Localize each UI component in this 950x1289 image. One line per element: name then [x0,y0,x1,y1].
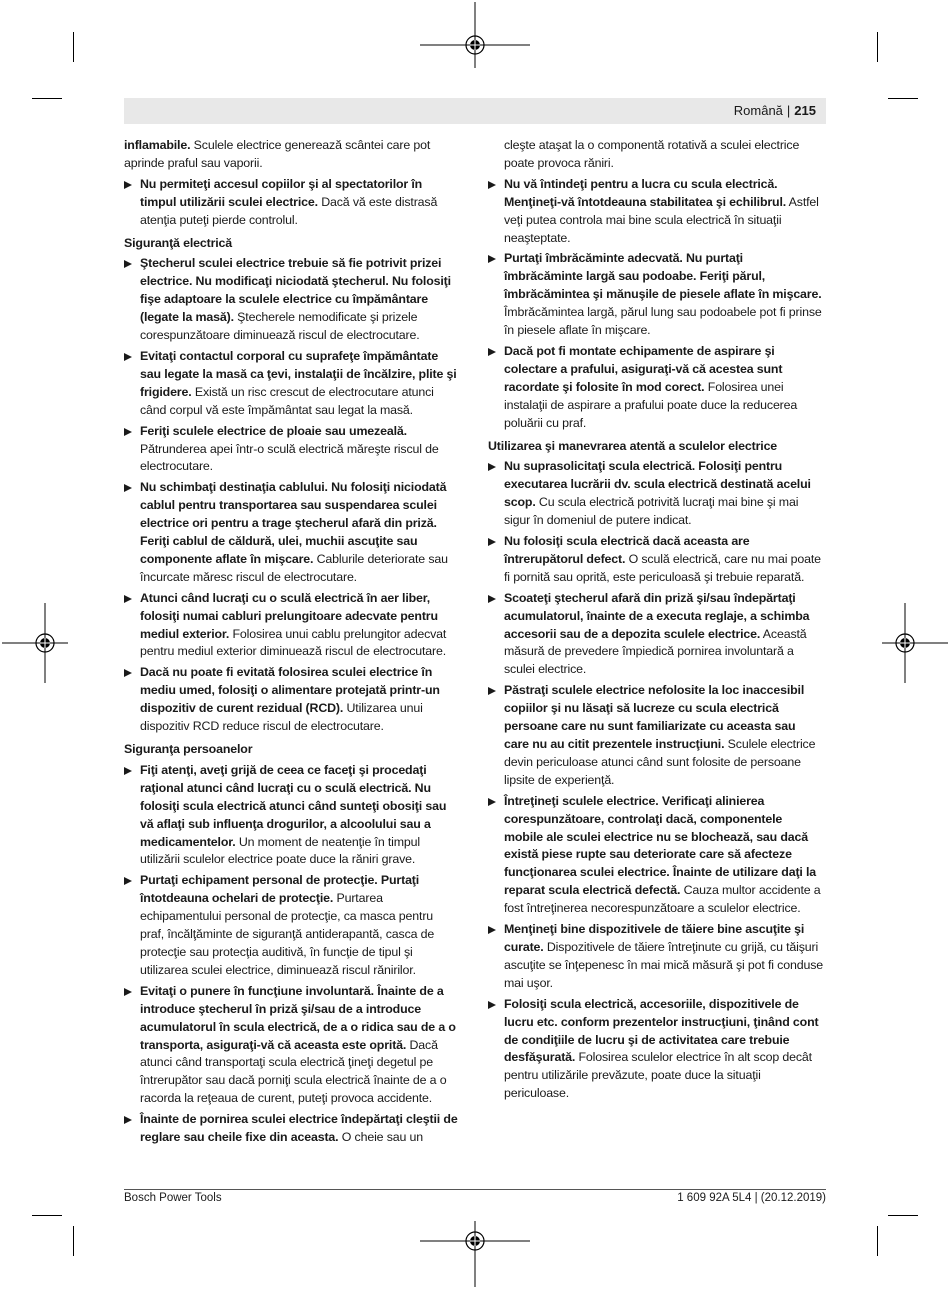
crop-mark [877,1226,878,1256]
safety-item: Ştecherul sculei electrice trebuie să fie potrivit prizei electrice. Nu modificaţi niciodată ştecherul. Nu folosiţi fişe adaptoare la sculele electrice cu împământare (legate la masă). Ştecherele nemodificate şi prizele corespunzătoare diminuează riscul de electrocutare. [124,255,459,345]
bullet-triangle-icon [124,988,132,996]
safety-item: Evitaţi o punere în funcţiune involuntară. Înainte de a introduce ştecherul în priză şi/sau de a introduce acumulatorul în scula electrică, de a o ridica sau de a o transporta, asiguraţi-vă că aceasta este oprită. Dacă atunci când transportaţi scula electrică ţineţi degetul pe întrerupător sau dacă porniţi scula electrică înainte de a o racorda la reţeaua de curent, puteţi provoca accidente. [124,983,459,1108]
safety-item: Menţineţi bine dispozitivele de tăiere bine ascuţite şi curate. Dispozitivele de tăiere întreţinute cu grijă, cu tăişuri ascuţite se înţepenesc în mai mică măsură şi pot fi conduse mai uşor. [488,921,823,993]
footer-divider [124,1189,826,1190]
bullet-triangle-icon [124,669,132,677]
bullet-triangle-icon [124,595,132,603]
safety-item: Scoateţi ştecherul afară din priză şi/sau îndepărtaţi acumulatorul, înainte de a executa reglaje, a schimba accesorii sau de a depozita sculele electrice. Această măsură de prevedere împiedică pornirea involuntară a sculei electrice. [488,590,823,680]
bullet-triangle-icon [124,428,132,436]
bullet-triangle-icon [124,767,132,775]
crop-mark [32,1215,62,1216]
bullet-triangle-icon [124,181,132,189]
registration-mark-icon [420,0,530,70]
safety-item: Înainte de pornirea sculei electrice îndepărtaţi cleştii de reglare sau cheile fixe din aceasta. O cheie sau un [124,1111,459,1147]
bullet-triangle-icon [488,463,496,471]
section-heading: Siguranţa persoanelor [124,742,253,756]
bullet-triangle-icon [488,255,496,263]
header-band [124,98,826,124]
safety-item: Nu schimbaţi destinaţia cablului. Nu folosiţi niciodată cablul pentru transportarea sau suspendarea sculei electrice ori pentru a trage ştecherul afară din priză. Feriţi cablul de căldură, ulei, muchii ascuţite sau componente aflate în mişcare. Cablurile deteriorate sau încurcate măresc riscul de electrocutare. [124,479,459,586]
bullet-triangle-icon [488,687,496,695]
page-number: 215 [794,103,816,118]
bullet-triangle-icon [488,595,496,603]
bullet-triangle-icon [488,798,496,806]
bullet-triangle-icon [124,877,132,885]
section-heading: Siguranţă electrică [124,235,233,250]
safety-item: Folosiţi scula electrică, accesoriile, dispozitivele de lucru etc. conform prezentelor instrucţiuni, ţinând cont de condiţiile de lucru şi de activitatea care trebuie desfăşurată. Folosirea sculelor electrice în alt scop decât pentru utilizările prevăzute, poate duce la situaţii periculoase. [488,996,823,1103]
registration-mark-icon [420,1219,530,1289]
crop-mark [877,32,878,62]
bullet-triangle-icon [488,926,496,934]
safety-item: Fiţi atenţi, aveţi grijă de ceea ce faceţi şi procedaţi raţional atunci când lucraţi cu o sculă electrică. Nu folosiţi scula electrică atunci când sunteţi obosiţi sau vă aflaţi sub influenţa drogurilor, a alcoolului sau a medicamentelor. Un moment de neatenţie în timpul utilizării sculelor electrice poate duce la răniri grave. [124,762,459,869]
safety-item: Feriţi sculele electrice de ploaie sau umezeală. Pătrunderea apei într-o sculă electrică măreşte riscul de electrocutare. [124,423,459,477]
crop-mark [32,98,62,99]
bullet-triangle-icon [488,1001,496,1009]
paragraph: inflamabile. Sculele electrice generează scântei care pot aprinde praful sau vaporii. [124,138,431,170]
crop-mark [73,1226,74,1256]
crop-mark [73,32,74,62]
bullet-triangle-icon [488,348,496,356]
safety-item: Nu suprasolicitaţi scula electrică. Folosiţi pentru executarea lucrării dv. scula electrică destinată acelui scop. Cu scula electrică potrivită lucraţi mai bine şi mai sigur în domeniul de putere indicat. [488,458,823,530]
registration-mark-icon [880,603,950,683]
left-column [124,137,459,1150]
page-header [734,103,816,118]
safety-item: Purtaţi echipament personal de protecţie. Purtaţi întotdeauna ochelari de protecţie. Purtarea echipamentului personal de protecţie, ca masca pentru praf, încălţăminte de siguranţă antiderapantă, casca de protecţie sau protecţia auditivă, în funcţie de tipul şi utilizarea sculei electrice, diminuează riscul rănirilor. [124,872,459,979]
safety-item: Întreţineţi sculele electrice. Verificaţi alinierea corespunzătoare, controlaţi dacă, componentele mobile ale sculei electrice nu se blochează, sau dacă există piese rupte sau deteriorate care să afecteze funcţionarea sculei electrice. Înainte de utilizare daţi la reparat scula electrică defectă. Cauza multor accidente a fost întreţinerea necorespunzătoare a sculelor electrice. [488,793,823,918]
safety-item: Nu permiteţi accesul copiilor şi al spectatorilor în timpul utilizării sculei electrice. Dacă vă este distrasă atenţia puteţi pierde controlul. [124,176,459,230]
safety-item: Dacă nu poate fi evitată folosirea sculei electrice în mediu umed, folosiţi o alimentare protejată printr-un dispozitiv de curent rezidual (RCD). Utilizarea unui dispozitiv RCD reduce riscul de electrocutare. [124,664,459,736]
footer-brand: Bosch Power Tools [124,1192,222,1204]
safety-item: Păstraţi sculele electrice nefolosite la loc inaccesibil copiilor şi nu lăsaţi să lucreze cu scula electrică persoane care nu sunt familiarizate cu aceasta sau care nu au citit prezentele instrucţiuni. Sculele electrice devin periculoase atunci când sunt folosite de persoane lipsite de experienţă. [488,682,823,789]
safety-item: Evitaţi contactul corporal cu suprafeţe împământate sau legate la masă ca ţevi, instalaţii de încălzire, plite şi frigidere. Există un risc crescut de electrocutare atunci când corpul vă este împământat sau legat la masă. [124,348,459,420]
safety-item: Dacă pot fi montate echipamente de aspirare şi colectare a prafului, asiguraţi-vă că acestea sunt racordate şi folosite în mod corect. Folosirea unei instalaţii de aspirare a prafului poate duce la reducerea poluării cu praf. [488,343,823,433]
right-column [488,137,823,1106]
registration-mark-icon [0,603,70,683]
crop-mark [888,98,918,99]
bullet-triangle-icon [124,260,132,268]
continued-text: cleşte ataşat la o componentă rotativă a sculei electrice poate provoca răniri. [504,138,800,170]
safety-item: Nu vă întindeţi pentru a lucra cu scula electrică. Menţineţi-vă întotdeauna stabilitatea şi echilibrul. Astfel veţi putea controla mai bine scula electrică în situaţii neaşteptate. [488,176,823,248]
bullet-triangle-icon [488,538,496,546]
section-heading: Utilizarea şi manevrarea atentă a sculelor electrice [488,438,778,453]
header-separator: | [786,103,791,118]
bullet-triangle-icon [488,181,496,189]
safety-item: Nu folosiţi scula electrică dacă aceasta are întrerupătorul defect. O sculă electrică, care nu mai poate fi pornită sau oprită, este periculoasă şi trebuie reparată. [488,533,823,587]
bullet-triangle-icon [124,353,132,361]
header-language: Română [733,103,783,118]
bullet-triangle-icon [124,484,132,492]
safety-item: Atunci când lucraţi cu o sculă electrică în aer liber, folosiţi numai cabluri prelungitoare adecvate pentru mediul exterior. Folosirea unui cablu prelungitor adecvat pentru mediul exterior diminuează riscul de electrocutare. [124,590,459,662]
safety-item: Purtaţi îmbrăcăminte adecvată. Nu purtaţi îmbrăcăminte largă sau podoabe. Feriţi părul, îmbrăcămintea şi mănuşile de piesele aflate în mişcare. Îmbrăcămintea largă, părul lung sau podoabele pot fi prinse în piesele aflate în mişcare. [488,250,823,340]
crop-mark [888,1215,918,1216]
footer-doc-id: 1 609 92A 5L4 | (20.12.2019) [677,1192,826,1204]
bullet-triangle-icon [124,1116,132,1124]
